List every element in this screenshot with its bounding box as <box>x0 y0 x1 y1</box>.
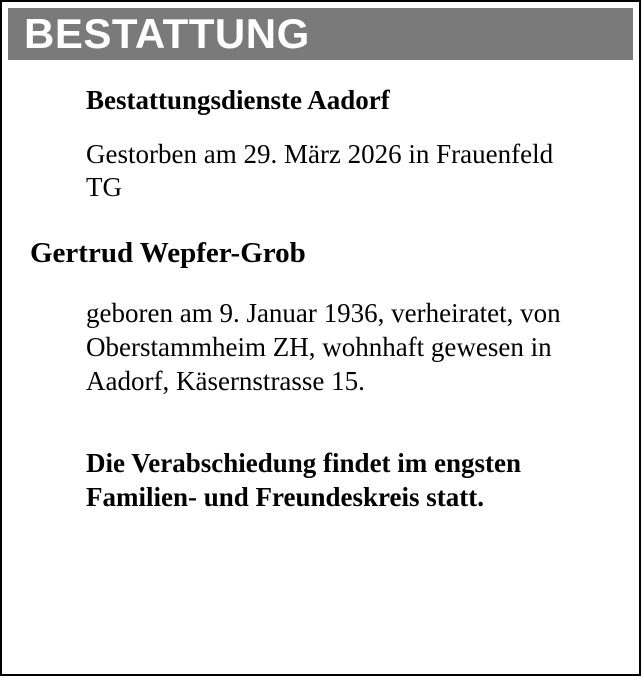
deceased-name: Gertrud Wepfer-Grob <box>30 237 306 269</box>
page-title: BESTATTUNG <box>24 10 310 57</box>
notice-body <box>2 60 639 514</box>
header-band <box>8 8 633 60</box>
death-date-line: Gestorben am 29. März 2026 in Frauenfeld TG <box>86 139 554 202</box>
deceased-details: geboren am 9. Januar 1936, verheiratet, von Oberstammheim ZH, wohnhaft gewesen in Aadorf, Käsernstrasse 15. <box>86 298 561 396</box>
funeral-service-name: Bestattungsdienste Aadorf <box>86 85 390 115</box>
farewell-note: Die Verabschiedung findet im engsten Familien- und Freundeskreis statt. <box>86 448 522 512</box>
